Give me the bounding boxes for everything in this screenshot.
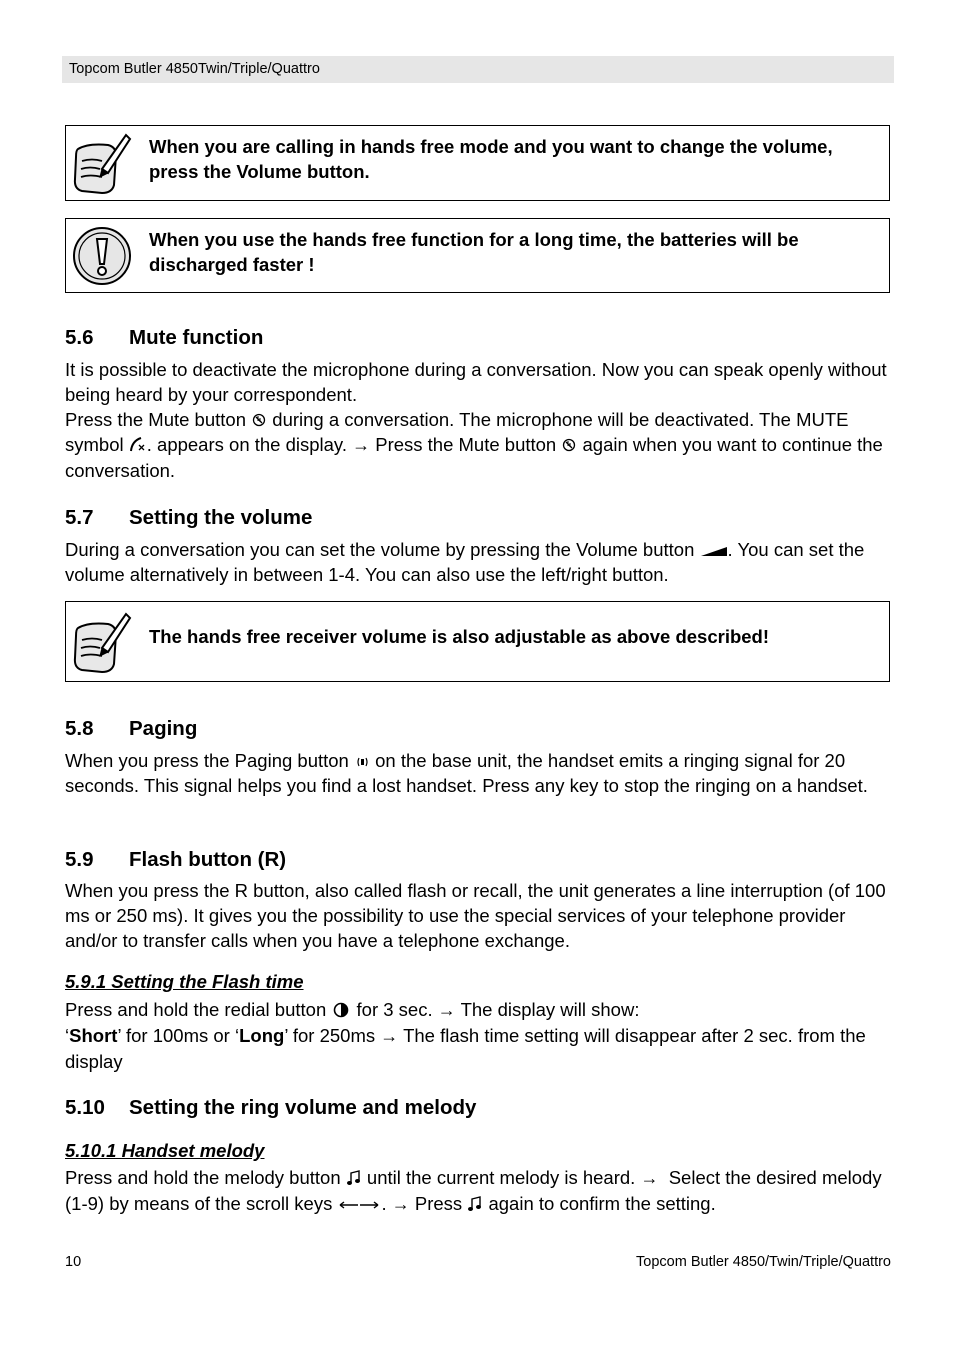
page-header xyxy=(62,56,894,83)
section-heading-5-9: 5.9 Flash button (R) xyxy=(65,848,287,871)
section-heading-5-6: 5.6 Mute function xyxy=(65,326,264,349)
note-box-receiver-volume xyxy=(65,601,890,682)
section-heading-5-7: 5.7 Setting the volume xyxy=(65,506,313,529)
exclamation-icon xyxy=(72,226,132,286)
scroll-right-icon xyxy=(359,1200,381,1210)
pen-note-icon xyxy=(72,131,132,195)
section-5-7-text: During a conversation you can set the volume by pressing the Volume button . You can set the volume alternatively in between 1-4. You can also use the left/right button. xyxy=(65,539,865,585)
note-text: The hands free receiver volume is also adjustable as above described! xyxy=(149,626,770,647)
header-title: Topcom Butler 4850Twin/Triple/Quattro xyxy=(69,61,320,77)
arrow-icon: → xyxy=(640,1168,659,1188)
section-5-9-1-text: Press and hold the redial button for 3 sec. → The display will show: ‘Short’ for 100ms or ‘Long’ for 250ms → The flash time setting will disappear after 2 sec. from the display xyxy=(65,999,866,1072)
note-text: When you are calling in hands free mode and you want to change the volume, press the Volume button. xyxy=(149,136,833,182)
footer-title: Topcom Butler 4850/Twin/Triple/Quattro xyxy=(636,1254,891,1270)
page-number: 10 xyxy=(65,1254,82,1270)
subsection-heading-5-10-1: 5.10.1 Handset melody xyxy=(65,1140,265,1161)
mute-button-icon xyxy=(251,412,267,428)
volume-button-icon xyxy=(700,545,728,557)
note-text: When you use the hands free function for a long time, the batteries will be discharged faster ! xyxy=(149,229,799,275)
section-5-9-text: When you press the R button, also called flash or recall, the unit generates a line interruption (of 100 ms or 250 ms). It gives you the possibility to use the special services of your telephone provider and/or to transfer calls when you have a telephone exchange. xyxy=(65,880,886,951)
mute-button-icon xyxy=(561,437,577,453)
arrow-icon: → xyxy=(352,435,371,455)
paging-button-icon xyxy=(354,753,370,769)
section-heading-5-10: 5.10 Setting the ring volume and melody xyxy=(65,1096,477,1119)
mute-symbol-icon xyxy=(129,435,147,453)
note-box-batteries xyxy=(65,218,890,293)
scroll-left-icon xyxy=(337,1200,359,1210)
section-5-6-text: It is possible to deactivate the microphone during a conversation. Now you can speak openly without being heard by your correspondent. Press the Mute button during a conversation. The microphone will be deactivated. The MUTE symbol . appears on the display. → Press the Mute button again when you want to continue the conversation. xyxy=(65,359,887,481)
pen-note-icon xyxy=(72,610,132,674)
section-heading-5-8: 5.8 Paging xyxy=(65,717,198,740)
note-box-volume xyxy=(65,125,890,201)
subsection-heading-5-9-1: 5.9.1 Setting the Flash time xyxy=(65,971,304,992)
section-5-8-text: When you press the Paging button on the base unit, the handset emits a ringing signal for 20 seconds. This signal helps you find a lost handset. Press any key to stop the ringing on a handset. xyxy=(65,750,868,796)
section-5-10-1-text: Press and hold the melody button until the current melody is heard. → Select the desired melody (1-9) by means of the scroll keys . → Press again to confirm the setting. xyxy=(65,1167,882,1214)
redial-button-icon xyxy=(331,1002,351,1018)
melody-button-icon xyxy=(467,1196,483,1212)
arrow-icon: → xyxy=(380,1026,399,1046)
melody-button-icon xyxy=(346,1170,362,1186)
arrow-icon: → xyxy=(391,1194,410,1214)
arrow-icon: → xyxy=(437,1000,456,1020)
